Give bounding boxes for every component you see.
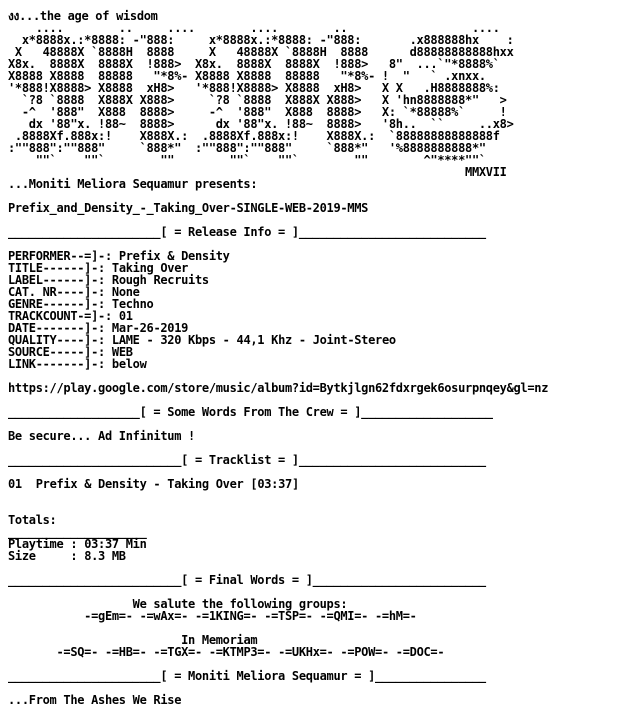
info-value: Prefix & Density xyxy=(118,249,230,263)
final-words-heading: _________________________[ = Final Words = ]_________________________ xyxy=(8,573,486,587)
info-key: TRACKCOUNT-=]-: xyxy=(8,309,112,323)
memoriam-title: In Memoriam xyxy=(181,633,258,647)
info-value: LAME - 320 Kbps - 44,1 Khz - Joint-Stereo xyxy=(111,333,396,347)
playtime-value: 03:37 Min xyxy=(84,537,147,551)
ascii-logo-line: x*8888x.:*8888: -"888: x*8888x.:*8888: -"888: .x888888hx : xyxy=(8,33,514,47)
ascii-logo-line: MMXVII xyxy=(8,165,507,179)
salute-text: We salute the following groups: xyxy=(132,597,348,611)
info-key: GENRE------]-: xyxy=(8,297,105,311)
track-row xyxy=(8,478,640,490)
ascii-logo-line: X8x. 8888X 8888X !888> X8x. 8888X 8888X !888> 8" ...`"*8888%` xyxy=(8,57,500,71)
memoriam-groups: -=SQ=- -=HB=- -=TGX=- -=KTMP3=- -=UKHx=- -=POW=- -=DOC=- xyxy=(56,645,445,659)
totals-label: Totals: xyxy=(8,513,57,527)
totals-size xyxy=(8,550,640,562)
info-value: Taking Over xyxy=(111,261,189,275)
presenter-line: ...Moniti Meliora Sequamur presents: xyxy=(8,177,258,191)
info-key: SOURCE-----]-: xyxy=(8,345,105,359)
ascii-logo-line: X8888 X8888 88888 "*8%- X8888 X8888 88888 "*8%- ! " ` .xnxx. xyxy=(8,69,486,83)
size-value: 8.3 MB xyxy=(84,549,126,563)
info-value: Rough Recruits xyxy=(111,273,209,287)
info-row-link xyxy=(8,358,640,370)
ascii-logo xyxy=(8,22,640,178)
info-key: PERFORMER--=]-: xyxy=(8,249,112,263)
tracklist-heading: _________________________[ = Tracklist = ]___________________________ xyxy=(8,453,486,467)
ascii-logo-line: `?8 `8888 X888X X888> `?8 `8888 X888X X888> X 'hn8888888*" > xyxy=(8,93,507,107)
info-value: 01 xyxy=(118,309,133,323)
info-key: LINK-------]-: xyxy=(8,357,105,371)
greeted-groups: -=gEm=- -=wAx=- -=1KING=- -=TSP=- -=QMI=- -=hM=- xyxy=(84,609,417,623)
tagline: งง...the age of wisdom xyxy=(8,9,158,23)
track-duration: [03:37] xyxy=(250,477,299,491)
info-key: TITLE------]-: xyxy=(8,261,105,275)
info-key: DATE-------]-: xyxy=(8,321,105,335)
info-value: Mar-26-2019 xyxy=(111,321,189,335)
info-key: QUALITY----]-: xyxy=(8,333,105,347)
ascii-logo-line: -^ '888" X888 8888> -^ '888" X888 8888> X: `*88888%` ! xyxy=(8,105,507,119)
track-title: Prefix & Density - Taking Over xyxy=(35,477,244,491)
ascii-logo-line: ""` ""` "" ""` ""` "" ^"****""` xyxy=(8,153,486,167)
ascii-logo-line: '*888!X8888> X8888 xH8> '*888!X8888> X8888 xH8> X X .H8888888%: xyxy=(8,81,500,95)
memoriam-groups-line xyxy=(8,646,640,658)
release-name[interactable]: Prefix_and_Density_-_Taking_Over-SINGLE-WEB-2019-MMS xyxy=(8,201,369,215)
info-key: LABEL------]-: xyxy=(8,273,105,287)
info-value: Techno xyxy=(111,297,154,311)
ascii-logo-line: .8888Xf.888x:! X888X.: .8888Xf.888x:! X888X.: `88888888888888f xyxy=(8,129,500,143)
info-value: below xyxy=(111,357,147,371)
playtime-label: Playtime : xyxy=(8,537,78,551)
info-value: WEB xyxy=(111,345,133,359)
release-info-heading: ______________________[ = Release Info = ]___________________________ xyxy=(8,225,486,239)
totals-rule: ____________________ xyxy=(8,525,147,539)
track-number: 01 xyxy=(8,477,22,491)
info-key: CAT. NR----]-: xyxy=(8,285,105,299)
crew-heading: ___________________[ = Some Words From The Crew = ]___________________ xyxy=(8,405,493,419)
info-value: None xyxy=(111,285,140,299)
ascii-logo-line: X 48888X `8888H 8888 X 48888X `8888H 8888 d88888888888hxx xyxy=(8,45,514,59)
ascii-logo-line: dx '88"x. !88~ 8888> dx '88"x. !88~ 8888> '8h.. `` ..x8> xyxy=(8,117,514,131)
release-link[interactable]: https://play.google.com/store/music/album?id=Bytkjlgn62fdxrgek6osurpnqey&gl=nz xyxy=(8,381,549,395)
signoff: ...From The Ashes We Rise xyxy=(8,693,182,707)
ascii-logo-line: .... .. .... .... .. .... xyxy=(8,21,500,35)
crew-words: Be secure... Ad Infinitum ! xyxy=(8,429,195,443)
size-label: Size : xyxy=(8,549,78,563)
footer-heading: ______________________[ = Moniti Meliora Sequamur = ]________________ xyxy=(8,669,486,683)
ascii-logo-line: :""888":""888" `888*" :""888":""888" `888*" '%8888888888*" xyxy=(8,141,486,155)
greeted-groups-line xyxy=(8,610,640,622)
